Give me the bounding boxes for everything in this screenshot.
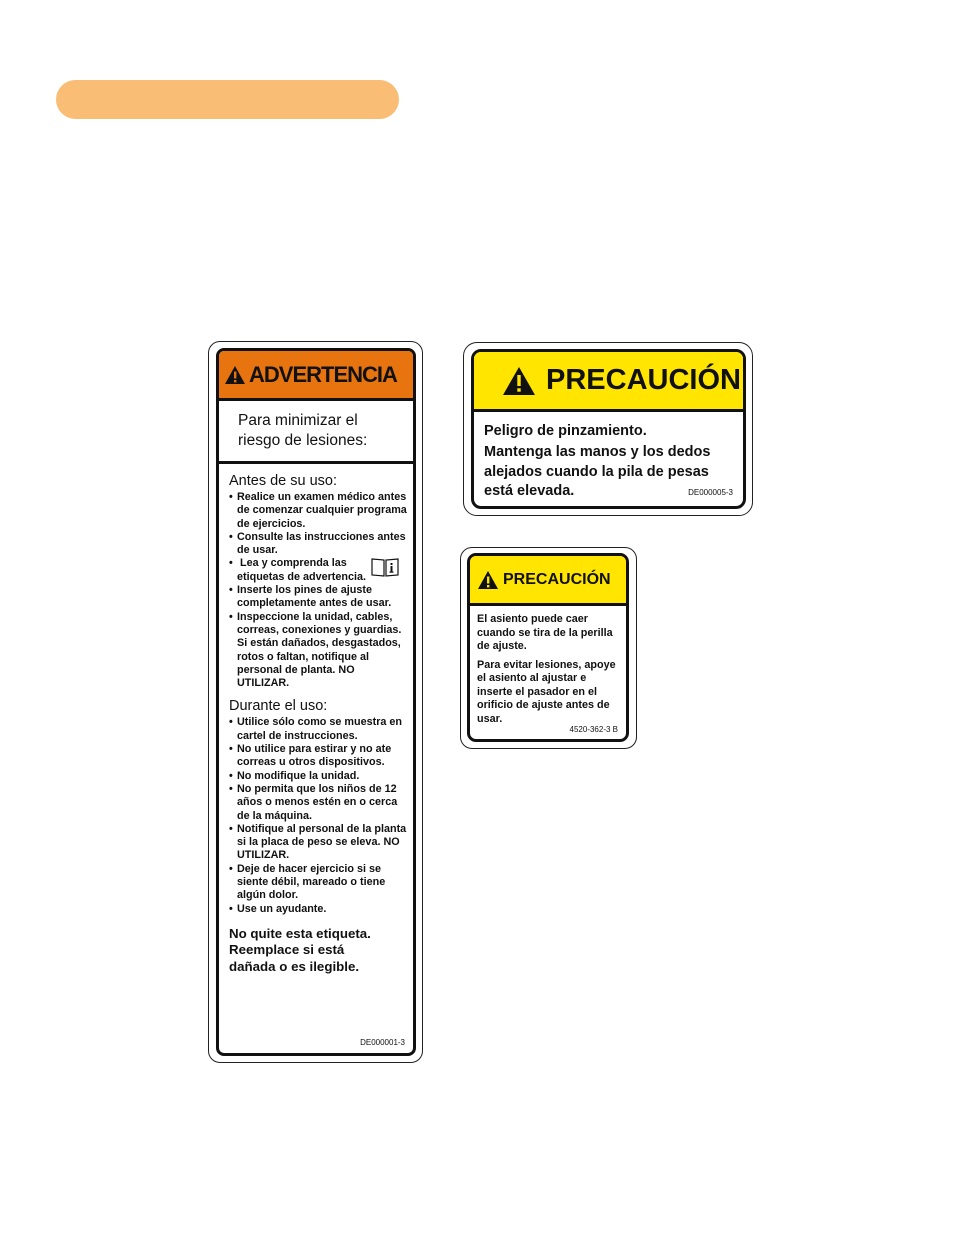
list-item: • Notifique al personal de la planta si la placa de peso se eleva. NO UTILIZAR.	[229, 823, 407, 863]
list-item: • Deje de hacer ejercicio si se siente débil, mareado o tiene algún dolor.	[229, 863, 407, 903]
list-item: • Consulte las instrucciones antes de usar.	[229, 531, 407, 558]
warning-triangle-icon	[502, 366, 536, 396]
caution-line: Peligro de pinzamiento.	[484, 423, 647, 439]
list-item-text: Lea y comprenda las etiquetas de advertencia.	[237, 557, 367, 583]
manual-info-icon	[371, 557, 399, 577]
caution-label-large	[471, 349, 746, 509]
before-use-list	[229, 491, 407, 690]
final-note-line: No quite esta etiqueta.	[229, 925, 371, 941]
warning-label	[216, 348, 416, 1056]
caution-small-code: 4520-362-3 B	[569, 725, 618, 734]
caution-paragraph: El asiento puede caer cuando se tira de la perilla de ajuste.	[477, 613, 613, 652]
list-item: • Inspeccione la unidad, cables, correas, conexiones y guardias. Si están dañados, desgastados, rotos o faltan, notifique al personal de planta. NO UTILIZAR.	[229, 611, 407, 691]
caution-header	[470, 556, 626, 606]
list-item	[229, 557, 407, 584]
caution-label-small	[467, 553, 629, 742]
during-use-title: Durante el uso:	[229, 698, 328, 715]
caution-title: PRECAUCIÓN	[503, 570, 611, 588]
caution-line: Mantenga las manos y los dedos alejados cuando la pila de pesas está elevada.	[484, 444, 711, 499]
warning-triangle-icon	[224, 365, 246, 385]
list-item: • No modifique la unidad.	[229, 770, 407, 783]
list-item: • No permita que los niños de 12 años o menos estén en o cerca de la máquina.	[229, 783, 407, 823]
warning-label-code: DE000001-3	[360, 1038, 405, 1047]
warning-body	[229, 473, 407, 975]
before-use-title: Antes de su uso:	[229, 473, 338, 489]
warning-header	[219, 351, 413, 401]
caution-header	[474, 352, 743, 412]
warning-triangle-icon	[477, 570, 499, 590]
warning-final-note	[229, 926, 407, 976]
list-item: • Use un ayudante.	[229, 903, 407, 916]
warning-title: ADVERTENCIA	[249, 361, 397, 387]
caution-body	[477, 613, 621, 731]
list-item: • Realice un examen médico antes de comenzar cualquier programa de ejercicios.	[229, 491, 407, 531]
subtitle-line: Para minimizar el	[238, 412, 358, 429]
section-header-bar	[56, 80, 399, 119]
subtitle-line: riesgo de lesiones:	[238, 432, 368, 449]
list-item: • Inserte los pines de ajuste completamente antes de usar.	[229, 584, 407, 611]
final-note-line: dañada o es ilegible.	[229, 958, 360, 974]
warning-subtitle	[219, 401, 413, 464]
list-item: • No utilice para estirar y no ate correas u otros dispositivos.	[229, 743, 407, 770]
caution-large-code: DE000005-3	[688, 488, 733, 497]
list-item: • Utilice sólo como se muestra en cartel de instrucciones.	[229, 716, 407, 743]
caution-title: PRECAUCIÓN	[546, 364, 741, 396]
final-note-line: Reemplace si está	[229, 942, 345, 958]
caution-paragraph: Para evitar lesiones, apoye el asiento al ajustar e inserte el pasador en el orificio de ajuste antes de usar.	[477, 658, 616, 725]
during-use-list	[229, 716, 407, 915]
